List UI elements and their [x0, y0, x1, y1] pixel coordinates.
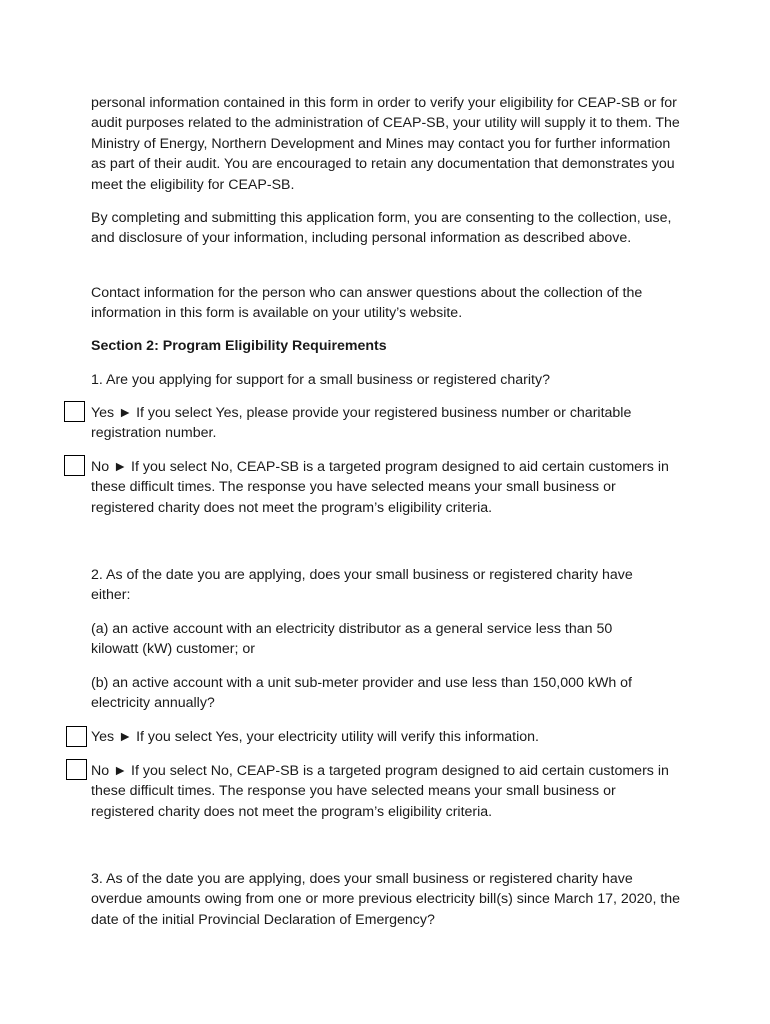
question-3: 3. As of the date you are applying, does your small business or registered charity have overdue amounts owing from one or more previous electricity bill(s) since March 17, 2020, the date of the initial Provincial Declaration of Emergency?	[91, 871, 681, 928]
question-2-option-b: (b) an active account with a unit sub-meter provider and use less than 150,000 kWh of electricity annually?	[91, 675, 632, 712]
q2-no-label: No ► If you select No, CEAP-SB is a targeted program designed to aid certain customers in these difficult times. The response you have selected means your small business or registered charity does not meet the program’s eligibility criteria.	[91, 763, 669, 820]
q1-no-checkbox[interactable]	[64, 455, 85, 476]
q2-yes-label: Yes ► If you select Yes, your electricity utility will verify this information.	[91, 729, 539, 745]
q2-yes-checkbox[interactable]	[66, 726, 87, 747]
question-2: 2. As of the date you are applying, does your small business or registered charity have either:	[91, 567, 633, 604]
q1-yes-label: Yes ► If you select Yes, please provide your registered business number or charitable registration number.	[91, 405, 632, 442]
q1-yes-checkbox[interactable]	[64, 401, 85, 422]
intro-paragraph-1: personal information contained in this form in order to verify your eligibility for CEAP-SB or for audit purposes related to the administration of CEAP-SB, your utility will supply it to them. The Ministry of Energy, Northern Development and Mines may contact you for further information as part of their audit. You are encouraged to retain any documentation that demonstrates you meet the eligibility for CEAP-SB.	[91, 95, 680, 193]
section-2-heading: Section 2: Program Eligibility Requirements	[91, 338, 387, 354]
intro-paragraph-2: By completing and submitting this application form, you are consenting to the collection, use, and disclosure of your information, including personal information as described above.	[91, 210, 672, 247]
q2-no-checkbox[interactable]	[66, 759, 87, 780]
q1-no-label: No ► If you select No, CEAP-SB is a targeted program designed to aid certain customers in these difficult times. The response you have selected means your small business or registered charity does not meet the program’s eligibility criteria.	[91, 459, 669, 516]
question-2-option-a: (a) an active account with an electricity distributor as a general service less than 50 kilowatt (kW) customer; or	[91, 621, 613, 658]
question-1: 1. Are you applying for support for a small business or registered charity?	[91, 372, 550, 388]
intro-paragraph-3: Contact information for the person who can answer questions about the collection of the information in this form is available on your utility’s website.	[91, 285, 643, 322]
